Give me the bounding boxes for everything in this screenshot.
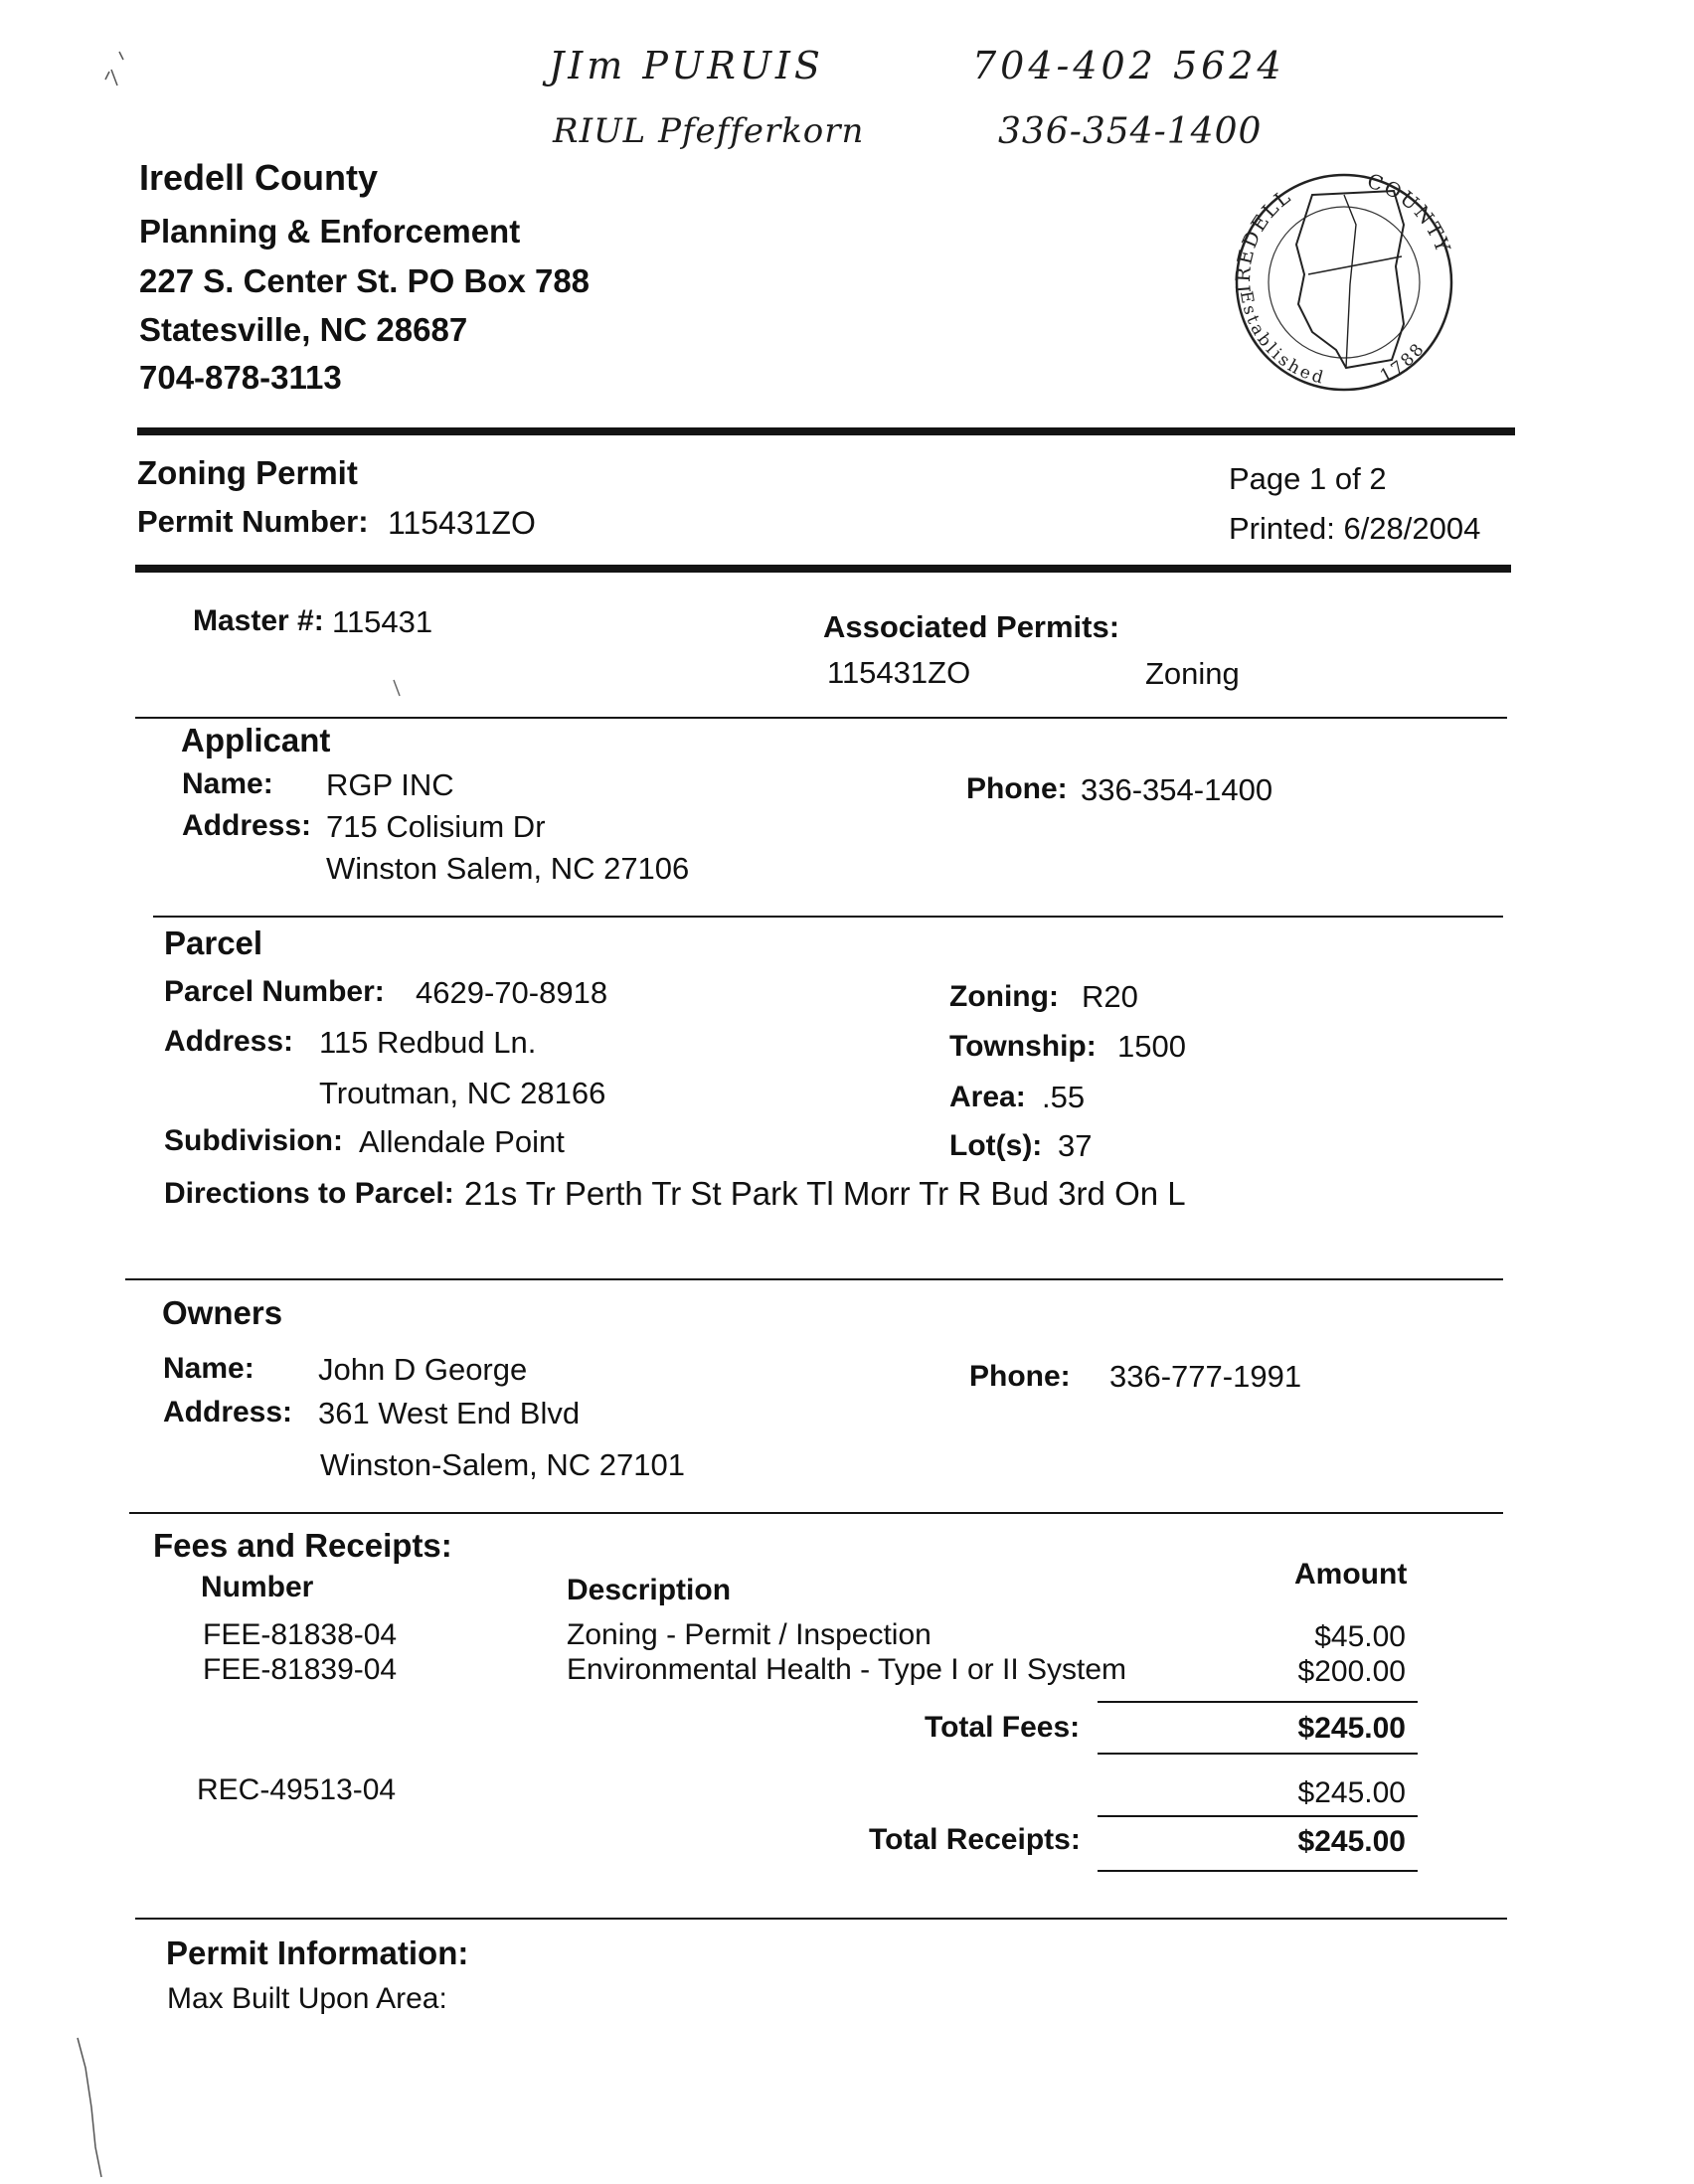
directions-value: 21s Tr Perth Tr St Park Tl Morr Tr R Bud 3rd On L <box>464 1175 1186 1212</box>
parcel-address-line2: Troutman, NC 28166 <box>319 1076 606 1110</box>
fee-row-number: FEE-81838-04 <box>203 1618 398 1651</box>
subdivision-label: Subdivision: <box>164 1124 343 1157</box>
fee-row-description: Zoning - Permit / Inspection <box>567 1618 932 1651</box>
fee-row-amount: $45.00 <box>1314 1620 1406 1653</box>
seal-text-year: 1788 <box>1377 337 1431 387</box>
department-phone: 704-878-3113 <box>139 359 342 396</box>
applicant-address-line2: Winston Salem, NC 27106 <box>326 851 690 886</box>
total-fees-label: Total Fees: <box>925 1711 1081 1744</box>
owner-address-label: Address: <box>163 1396 293 1428</box>
township-value: 1500 <box>1117 1029 1186 1064</box>
area-label: Area: <box>949 1081 1026 1113</box>
owner-phone-label: Phone: <box>969 1360 1071 1393</box>
applicant-address-label: Address: <box>182 809 312 842</box>
owner-name-label: Name: <box>163 1352 254 1385</box>
owner-name: John D George <box>318 1352 528 1387</box>
department-address-line2: Statesville, NC 28687 <box>139 311 468 348</box>
parcel-number-label: Parcel Number: <box>164 975 385 1008</box>
receipt-amount: $245.00 <box>1297 1776 1406 1809</box>
max-built-upon-area-label: Max Built Upon Area: <box>167 1982 447 2015</box>
total-receipts-amount: $245.00 <box>1297 1825 1406 1858</box>
printed-date: Printed: 6/28/2004 <box>1229 511 1481 546</box>
seal-text-established: Established <box>1235 289 1328 390</box>
county-name: Iredell County <box>139 157 379 198</box>
master-label: Master #: <box>193 604 324 637</box>
lots-value: 37 <box>1058 1128 1093 1163</box>
permit-number-label: Permit Number: <box>137 504 369 539</box>
fee-row-number: FEE-81839-04 <box>203 1653 398 1686</box>
subdivision-value: Allendale Point <box>359 1124 565 1159</box>
associated-permits-label: Associated Permits: <box>823 609 1120 644</box>
applicant-heading: Applicant <box>181 722 331 758</box>
parcel-number: 4629-70-8918 <box>416 975 608 1010</box>
associated-permit-number: 115431ZO <box>827 655 971 690</box>
applicant-name: RGP INC <box>326 767 454 802</box>
parcel-address-line1: 115 Redbud Ln. <box>319 1025 537 1060</box>
seal-text-county: COUNTY <box>1364 168 1456 257</box>
fees-column-amount: Amount <box>1294 1558 1408 1591</box>
zoning-label: Zoning: <box>949 980 1059 1013</box>
applicant-name-label: Name: <box>182 767 273 800</box>
parcel-address-label: Address: <box>164 1025 294 1058</box>
directions-label: Directions to Parcel: <box>164 1177 454 1210</box>
fees-heading: Fees and Receipts: <box>153 1527 452 1564</box>
fee-row-description: Environmental Health - Type I or II System <box>567 1653 1127 1686</box>
fee-row-amount: $200.00 <box>1297 1655 1406 1688</box>
permit-info-heading: Permit Information: <box>166 1934 469 1971</box>
associated-permit-type: Zoning <box>1145 656 1240 691</box>
lots-label: Lot(s): <box>949 1129 1043 1162</box>
fees-column-description: Description <box>567 1574 732 1606</box>
zoning-value: R20 <box>1082 979 1138 1014</box>
fees-column-number: Number <box>201 1571 314 1603</box>
receipt-number: REC-49513-04 <box>197 1773 397 1806</box>
permit-title: Zoning Permit <box>137 454 358 491</box>
handwritten-name-1: JIm PURUIS <box>549 44 824 87</box>
page-indicator: Page 1 of 2 <box>1229 461 1387 496</box>
total-receipts-label: Total Receipts: <box>869 1823 1081 1856</box>
township-label: Township: <box>949 1030 1097 1063</box>
department-address-line1: 227 S. Center St. PO Box 788 <box>139 262 591 299</box>
seal-text-iredell: IREDELL <box>1230 183 1296 294</box>
permit-number: 115431ZO <box>388 505 536 541</box>
applicant-phone-label: Phone: <box>966 772 1068 805</box>
owners-heading: Owners <box>162 1294 283 1331</box>
area-value: .55 <box>1042 1080 1086 1114</box>
master-number: 115431 <box>332 604 433 639</box>
parcel-heading: Parcel <box>164 924 263 961</box>
total-fees-amount: $245.00 <box>1297 1712 1406 1745</box>
applicant-address-line1: 715 Colisium Dr <box>326 809 546 844</box>
handwritten-name-2: RIUL Pfefferkorn <box>553 111 865 151</box>
department-name: Planning & Enforcement <box>139 213 521 250</box>
handwritten-phone-1: 704-402 5624 <box>972 44 1285 87</box>
handwritten-phone-2: 336-354-1400 <box>998 111 1263 152</box>
owner-phone: 336-777-1991 <box>1109 1359 1302 1394</box>
owner-address-line2: Winston-Salem, NC 27101 <box>320 1447 685 1482</box>
owner-address-line1: 361 West End Blvd <box>318 1396 581 1430</box>
applicant-phone: 336-354-1400 <box>1081 772 1273 807</box>
